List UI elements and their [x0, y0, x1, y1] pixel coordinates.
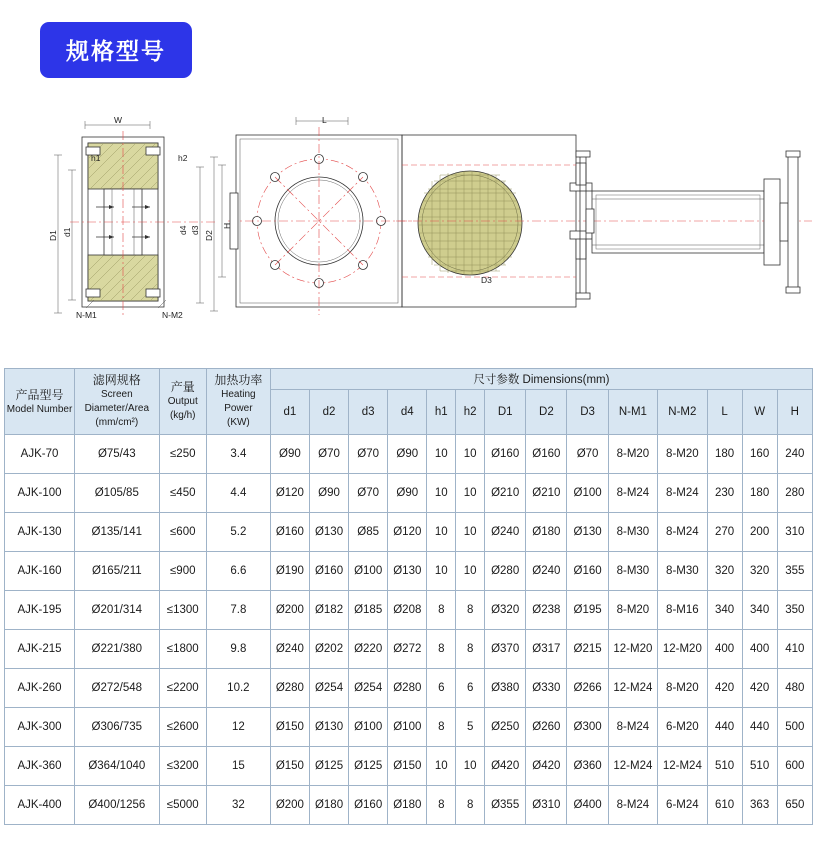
cell-model: AJK-215 [5, 630, 75, 669]
cell-output: ≤3200 [159, 747, 206, 786]
header-dim-h2: h2 [456, 390, 485, 435]
header-dim-D3: D3 [567, 390, 608, 435]
cell-screen: Ø105/85 [75, 474, 159, 513]
cell-dim-L: 270 [707, 513, 742, 552]
cell-dim-L: 420 [707, 669, 742, 708]
cell-dim-d2: Ø182 [309, 591, 348, 630]
cell-screen: Ø201/314 [75, 591, 159, 630]
cell-screen: Ø400/1256 [75, 786, 159, 825]
cell-dim-h2: 8 [456, 591, 485, 630]
cell-dim-N-M2: 6-M24 [658, 786, 707, 825]
cell-model: AJK-160 [5, 552, 75, 591]
cell-dim-N-M1: 8-M24 [608, 708, 657, 747]
label-d1: d1 [62, 227, 72, 237]
cell-dim-W: 363 [742, 786, 777, 825]
cell-heating: 6.6 [206, 552, 270, 591]
cell-dim-d2: Ø130 [309, 513, 348, 552]
cell-heating: 7.8 [206, 591, 270, 630]
header-row-1 [5, 369, 813, 390]
cell-dim-D3: Ø400 [567, 786, 608, 825]
cell-dim-H: 650 [777, 786, 812, 825]
cell-dim-W: 440 [742, 708, 777, 747]
drawing-bottom-labels [0, 300, 817, 330]
cell-dim-D3: Ø130 [567, 513, 608, 552]
cell-dim-d1: Ø160 [270, 513, 309, 552]
header-dim-H: H [777, 390, 812, 435]
label-h2: h2 [178, 153, 188, 163]
cell-dim-h2: 10 [456, 474, 485, 513]
cell-dim-d3: Ø185 [349, 591, 388, 630]
table-row [5, 513, 813, 552]
header-model-cn: 产品型号 [15, 388, 64, 402]
cell-dim-h1: 10 [427, 747, 456, 786]
cell-screen: Ø75/43 [75, 435, 159, 474]
section-badge-container [40, 22, 192, 78]
header-dimensions: 尺寸参数 Dimensions(mm) [270, 369, 812, 390]
header-dim-D1: D1 [485, 390, 526, 435]
cell-dim-D1: Ø420 [485, 747, 526, 786]
cell-dim-L: 510 [707, 747, 742, 786]
cell-dim-h2: 5 [456, 708, 485, 747]
cell-dim-d3: Ø100 [349, 552, 388, 591]
cell-dim-D3: Ø195 [567, 591, 608, 630]
cell-dim-d4: Ø150 [388, 747, 427, 786]
cell-dim-H: 240 [777, 435, 812, 474]
cell-dim-L: 320 [707, 552, 742, 591]
header-dim-NM2: N-M2 [658, 390, 707, 435]
cell-dim-D2: Ø180 [526, 513, 567, 552]
cell-heating: 15 [206, 747, 270, 786]
cell-dim-D3: Ø266 [567, 669, 608, 708]
cell-heating: 4.4 [206, 474, 270, 513]
label-D1: D1 [48, 230, 58, 241]
cell-dim-D1: Ø355 [485, 786, 526, 825]
header-screen-en: Screen Diameter/Area [84, 389, 150, 414]
cell-dim-d2: Ø125 [309, 747, 348, 786]
cell-dim-d3: Ø125 [349, 747, 388, 786]
cell-dim-h2: 6 [456, 669, 485, 708]
cell-model: AJK-300 [5, 708, 75, 747]
header-screen [75, 369, 159, 435]
cell-dim-h1: 10 [427, 552, 456, 591]
cell-screen: Ø165/211 [75, 552, 159, 591]
cell-dim-D2: Ø317 [526, 630, 567, 669]
svg-text:N-M2: N-M2 [162, 310, 183, 320]
header-dim-d1: d1 [270, 390, 309, 435]
cell-dim-N-M1: 8-M20 [608, 591, 657, 630]
cell-dim-N-M1: 12-M24 [608, 669, 657, 708]
table-row [5, 474, 813, 513]
cell-dim-d3: Ø254 [349, 669, 388, 708]
cell-output: ≤450 [159, 474, 206, 513]
cell-dim-W: 510 [742, 747, 777, 786]
cell-dim-d4: Ø130 [388, 552, 427, 591]
cell-dim-D1: Ø280 [485, 552, 526, 591]
cell-dim-d4: Ø100 [388, 708, 427, 747]
cell-model: AJK-260 [5, 669, 75, 708]
spec-table [4, 368, 813, 825]
cell-dim-D2: Ø420 [526, 747, 567, 786]
cell-dim-h2: 10 [456, 747, 485, 786]
cell-dim-d1: Ø200 [270, 786, 309, 825]
cell-dim-D1: Ø240 [485, 513, 526, 552]
cell-screen: Ø221/380 [75, 630, 159, 669]
cell-dim-h2: 10 [456, 513, 485, 552]
cell-dim-d4: Ø208 [388, 591, 427, 630]
cell-dim-D1: Ø370 [485, 630, 526, 669]
header-dim-L: L [707, 390, 742, 435]
cell-dim-N-M1: 12-M20 [608, 630, 657, 669]
cell-dim-D1: Ø210 [485, 474, 526, 513]
cell-model: AJK-360 [5, 747, 75, 786]
cell-heating: 3.4 [206, 435, 270, 474]
cell-dim-d4: Ø120 [388, 513, 427, 552]
cell-dim-D3: Ø100 [567, 474, 608, 513]
cell-dim-d3: Ø70 [349, 435, 388, 474]
cell-model: AJK-195 [5, 591, 75, 630]
cell-dim-d3: Ø100 [349, 708, 388, 747]
cell-output: ≤2600 [159, 708, 206, 747]
header-dim-d3: d3 [349, 390, 388, 435]
cell-dim-W: 320 [742, 552, 777, 591]
table-row [5, 552, 813, 591]
header-heating [206, 369, 270, 435]
table-row [5, 435, 813, 474]
cell-dim-L: 180 [707, 435, 742, 474]
cell-dim-D3: Ø300 [567, 708, 608, 747]
table-row [5, 708, 813, 747]
cell-model: AJK-400 [5, 786, 75, 825]
cell-dim-N-M1: 12-M24 [608, 747, 657, 786]
header-model-en: Model Number [6, 404, 73, 415]
svg-text:N-M1: N-M1 [76, 310, 97, 320]
cell-dim-H: 410 [777, 630, 812, 669]
cell-screen: Ø306/735 [75, 708, 159, 747]
cell-dim-H: 480 [777, 669, 812, 708]
cell-dim-W: 160 [742, 435, 777, 474]
cell-output: ≤1300 [159, 591, 206, 630]
cell-heating: 9.8 [206, 630, 270, 669]
cell-dim-L: 440 [707, 708, 742, 747]
cell-dim-N-M1: 8-M20 [608, 435, 657, 474]
cell-dim-h1: 8 [427, 786, 456, 825]
cell-dim-N-M2: 12-M24 [658, 747, 707, 786]
cell-dim-N-M2: 8-M30 [658, 552, 707, 591]
cell-dim-N-M2: 12-M20 [658, 630, 707, 669]
cell-dim-d1: Ø200 [270, 591, 309, 630]
label-D2: D2 [204, 230, 214, 241]
cell-dim-h1: 6 [427, 669, 456, 708]
cell-dim-h2: 10 [456, 435, 485, 474]
cell-dim-L: 610 [707, 786, 742, 825]
cell-dim-N-M1: 8-M24 [608, 474, 657, 513]
cell-dim-N-M1: 8-M30 [608, 513, 657, 552]
table-row [5, 630, 813, 669]
cell-output: ≤2200 [159, 669, 206, 708]
cell-output: ≤1800 [159, 630, 206, 669]
cell-dim-d3: Ø220 [349, 630, 388, 669]
cell-dim-W: 420 [742, 669, 777, 708]
cell-dim-N-M2: 8-M20 [658, 669, 707, 708]
header-dim-W: W [742, 390, 777, 435]
header-dim-D2: D2 [526, 390, 567, 435]
cell-heating: 10.2 [206, 669, 270, 708]
table-row [5, 786, 813, 825]
cell-dim-d4: Ø90 [388, 435, 427, 474]
cell-dim-d2: Ø70 [309, 435, 348, 474]
cell-model: AJK-130 [5, 513, 75, 552]
cell-dim-d2: Ø180 [309, 786, 348, 825]
cell-dim-d4: Ø90 [388, 474, 427, 513]
cell-dim-N-M2: 8-M16 [658, 591, 707, 630]
cell-dim-L: 230 [707, 474, 742, 513]
header-screen-unit: (mm/cm²) [95, 417, 139, 428]
cell-dim-d4: Ø180 [388, 786, 427, 825]
cell-dim-H: 355 [777, 552, 812, 591]
technical-drawing [0, 95, 817, 345]
cell-screen: Ø364/1040 [75, 747, 159, 786]
label-d3: d4 [178, 225, 188, 235]
table-row [5, 669, 813, 708]
cell-dim-d1: Ø150 [270, 708, 309, 747]
spec-table-container [4, 368, 813, 825]
header-output-cn: 产量 [170, 380, 195, 394]
cell-dim-d1: Ø240 [270, 630, 309, 669]
cell-dim-h1: 8 [427, 591, 456, 630]
table-row [5, 591, 813, 630]
cell-dim-D2: Ø238 [526, 591, 567, 630]
label-W: W [114, 115, 123, 125]
cell-dim-h1: 10 [427, 513, 456, 552]
cell-dim-d2: Ø130 [309, 708, 348, 747]
header-heating-unit: (KW) [226, 417, 250, 428]
cell-dim-d4: Ø272 [388, 630, 427, 669]
cell-dim-N-M2: 6-M20 [658, 708, 707, 747]
cell-dim-H: 350 [777, 591, 812, 630]
cell-dim-d1: Ø90 [270, 435, 309, 474]
cell-dim-H: 280 [777, 474, 812, 513]
cell-dim-d3: Ø160 [349, 786, 388, 825]
cell-dim-d2: Ø90 [309, 474, 348, 513]
cell-dim-h1: 8 [427, 630, 456, 669]
cell-screen: Ø135/141 [75, 513, 159, 552]
header-screen-cn: 滤网规格 [92, 373, 141, 387]
header-output [159, 369, 206, 435]
cell-dim-N-M1: 8-M24 [608, 786, 657, 825]
cell-dim-D2: Ø210 [526, 474, 567, 513]
cell-dim-N-M1: 8-M30 [608, 552, 657, 591]
cell-model: AJK-70 [5, 435, 75, 474]
cell-dim-h1: 10 [427, 474, 456, 513]
cell-dim-H: 310 [777, 513, 812, 552]
header-output-en: Output [167, 396, 198, 407]
cell-dim-D3: Ø215 [567, 630, 608, 669]
header-heating-cn: 加热功率 [214, 373, 263, 387]
cell-dim-D2: Ø310 [526, 786, 567, 825]
cell-dim-d2: Ø254 [309, 669, 348, 708]
cell-dim-D3: Ø160 [567, 552, 608, 591]
label-L: L [322, 115, 327, 125]
cell-dim-d1: Ø190 [270, 552, 309, 591]
cell-dim-W: 340 [742, 591, 777, 630]
header-dim-d2: d2 [309, 390, 348, 435]
cell-dim-d1: Ø280 [270, 669, 309, 708]
cell-dim-D2: Ø160 [526, 435, 567, 474]
cell-dim-D2: Ø330 [526, 669, 567, 708]
header-dim-h1: h1 [427, 390, 456, 435]
cell-dim-d4: Ø280 [388, 669, 427, 708]
cell-dim-h1: 8 [427, 708, 456, 747]
cell-dim-H: 500 [777, 708, 812, 747]
cell-dim-D2: Ø240 [526, 552, 567, 591]
section-badge: 规格型号 [40, 22, 192, 78]
cell-heating: 32 [206, 786, 270, 825]
cell-dim-D1: Ø320 [485, 591, 526, 630]
cell-output: ≤250 [159, 435, 206, 474]
cell-screen: Ø272/548 [75, 669, 159, 708]
cell-model: AJK-100 [5, 474, 75, 513]
cell-dim-h2: 8 [456, 630, 485, 669]
cell-dim-d2: Ø202 [309, 630, 348, 669]
cell-output: ≤5000 [159, 786, 206, 825]
cell-dim-d1: Ø150 [270, 747, 309, 786]
header-dim-d4: d4 [388, 390, 427, 435]
cell-output: ≤600 [159, 513, 206, 552]
cell-dim-L: 400 [707, 630, 742, 669]
header-model [5, 369, 75, 435]
table-row [5, 747, 813, 786]
cell-dim-d1: Ø120 [270, 474, 309, 513]
cell-heating: 12 [206, 708, 270, 747]
cell-dim-h2: 10 [456, 552, 485, 591]
cell-dim-N-M2: 8-M24 [658, 513, 707, 552]
cell-dim-H: 600 [777, 747, 812, 786]
cell-output: ≤900 [159, 552, 206, 591]
spec-table-body [5, 435, 813, 825]
cell-dim-N-M2: 8-M20 [658, 435, 707, 474]
cell-dim-W: 200 [742, 513, 777, 552]
cell-dim-d2: Ø160 [309, 552, 348, 591]
cell-dim-D3: Ø360 [567, 747, 608, 786]
cell-dim-L: 340 [707, 591, 742, 630]
cell-dim-h2: 8 [456, 786, 485, 825]
cell-dim-D3: Ø70 [567, 435, 608, 474]
header-dim-NM1: N-M1 [608, 390, 657, 435]
label-D3: D3 [481, 275, 492, 285]
cell-dim-D2: Ø260 [526, 708, 567, 747]
cell-dim-W: 400 [742, 630, 777, 669]
cell-dim-D1: Ø160 [485, 435, 526, 474]
label-H: H [222, 222, 232, 229]
cell-dim-D1: Ø380 [485, 669, 526, 708]
cell-heating: 5.2 [206, 513, 270, 552]
cell-dim-d3: Ø70 [349, 474, 388, 513]
label-h1: h1 [91, 153, 101, 163]
cell-dim-W: 180 [742, 474, 777, 513]
label-d4: d3 [190, 225, 200, 235]
header-heating-en: Heating Power [221, 389, 256, 414]
cell-dim-h1: 10 [427, 435, 456, 474]
cell-dim-D1: Ø250 [485, 708, 526, 747]
cell-dim-d3: Ø85 [349, 513, 388, 552]
header-output-unit: (kg/h) [169, 410, 196, 421]
spec-table-head [5, 369, 813, 435]
cell-dim-N-M2: 8-M24 [658, 474, 707, 513]
